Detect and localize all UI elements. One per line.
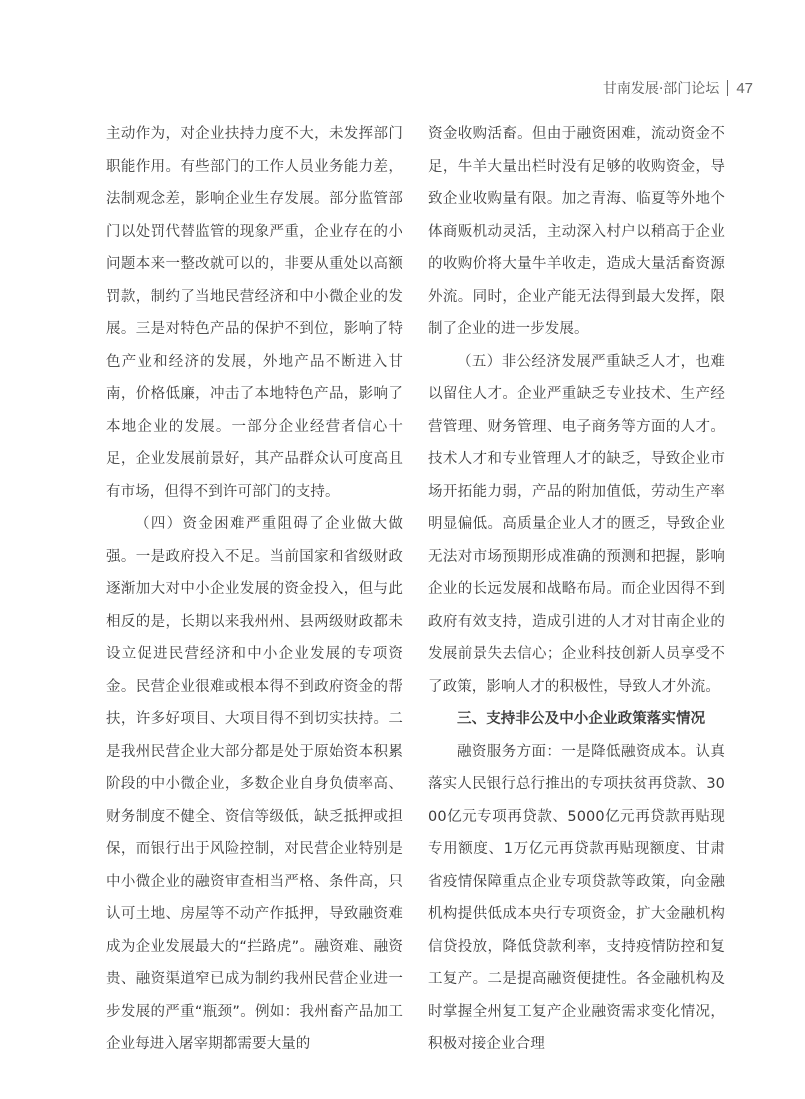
right-column [428, 118, 725, 1061]
left-paragraph-1: 主动作为，对企业扶持力度不大，未发挥部门职能作用。有些部门的工作人员业务能力差，法制观念差，影响企业生存发展。部分监管部门以处罚代替监管的现象严重，企业存在的小问题本来一整改就可以的，非要从重处以高额罚款，制约了当地民营经济和中小微企业的发展。三是对特色产品的保护不到位，影响了特色产业和经济的发展，外地产品不断进入甘南，价格低廉，冲击了本地特色产品，影响了本地企业的发展。一部分企业经营者信心十足，企业发展前景好，其产品群众认可度高且有市场，但得不到许可部门的支持。 [106, 126, 403, 500]
right-paragraph-2: （五）非公经济发展严重缺乏人才，也难以留住人才。企业严重缺乏专业技术、生产经营管理、财务管理、电子商务等方面的人才。技术人才和专业管理人才的缺乏，导致企业市场开拓能力弱，产品的附加值低，劳动生产率明显偏低。高质量企业人才的匮乏，导致企业无法对市场预期形成准确的预测和把握，影响企业的长远发展和战略布局。而企业因得不到政府有效支持，造成引进的人才对甘南企业的发展前景失去信心；企业科技创新人员享受不了政策，影响人才的积极性，导致人才外流。 [428, 353, 725, 695]
page-number: 47 [736, 79, 753, 97]
header-divider [727, 80, 728, 96]
right-paragraph-3: 融资服务方面：一是降低融资成本。认真落实人民银行总行推出的专项扶贫再贷款、3000亿元专项再贷款、5000亿元再贷款再贴现专用额度、1万亿元再贷款再贴现额度、甘肃省疫情保障重点企业专项贷款等政策，向金融机构提供低成本央行专项资金，扩大金融机构信贷投放，降低贷款利率，支持疫情防控和复工复产。二是提高融资便捷性。各金融机构及时掌握全州复工复产企业融资需求变化情况，积极对接企业合理 [428, 743, 725, 1052]
running-header [603, 78, 753, 98]
left-column [106, 118, 403, 1061]
section-heading: 三、支持非公及中小企业政策落实情况 [457, 711, 706, 727]
header-title: 甘南发展·部门论坛 [602, 81, 720, 97]
left-paragraph-2: （四）资金困难严重阻碍了企业做大做强。一是政府投入不足。当前国家和省级财政逐渐加大对中小企业发展的资金投入，但与此相反的是，长期以来我州州、县两级财政都未设立促进民营经济和中小企业发展的专项资金。民营企业很难或根本得不到政府资金的帮扶，许多好项目、大项目得不到切实扶持。二是我州民营企业大部分都是处于原始资本积累阶段的中小微企业，多数企业自身负债率高、财务制度不健全、资信等级低，缺乏抵押或担保，而银行出于风险控制，对民营企业特别是中小微企业的融资审查相当严格、条件高，只认可土地、房屋等不动产作抵押，导致融资难成为企业发展最大的“拦路虎”。融资难、融资贵、融资渠道窄已成为制约我州民营企业进一步发展的严重“瓶颈”。例如：我州畜产品加工企业每进入屠宰期都需要大量的 [106, 516, 403, 1052]
right-paragraph-1: 资金收购活畜。但由于融资困难，流动资金不足，牛羊大量出栏时没有足够的收购资金，导致企业收购量有限。加之青海、临夏等外地个体商贩机动灵活，主动深入村户以稍高于企业的收购价将大量牛羊收走，造成大量活畜资源外流。同时，企业产能无法得到最大发挥，限制了企业的进一步发展。 [428, 126, 725, 337]
